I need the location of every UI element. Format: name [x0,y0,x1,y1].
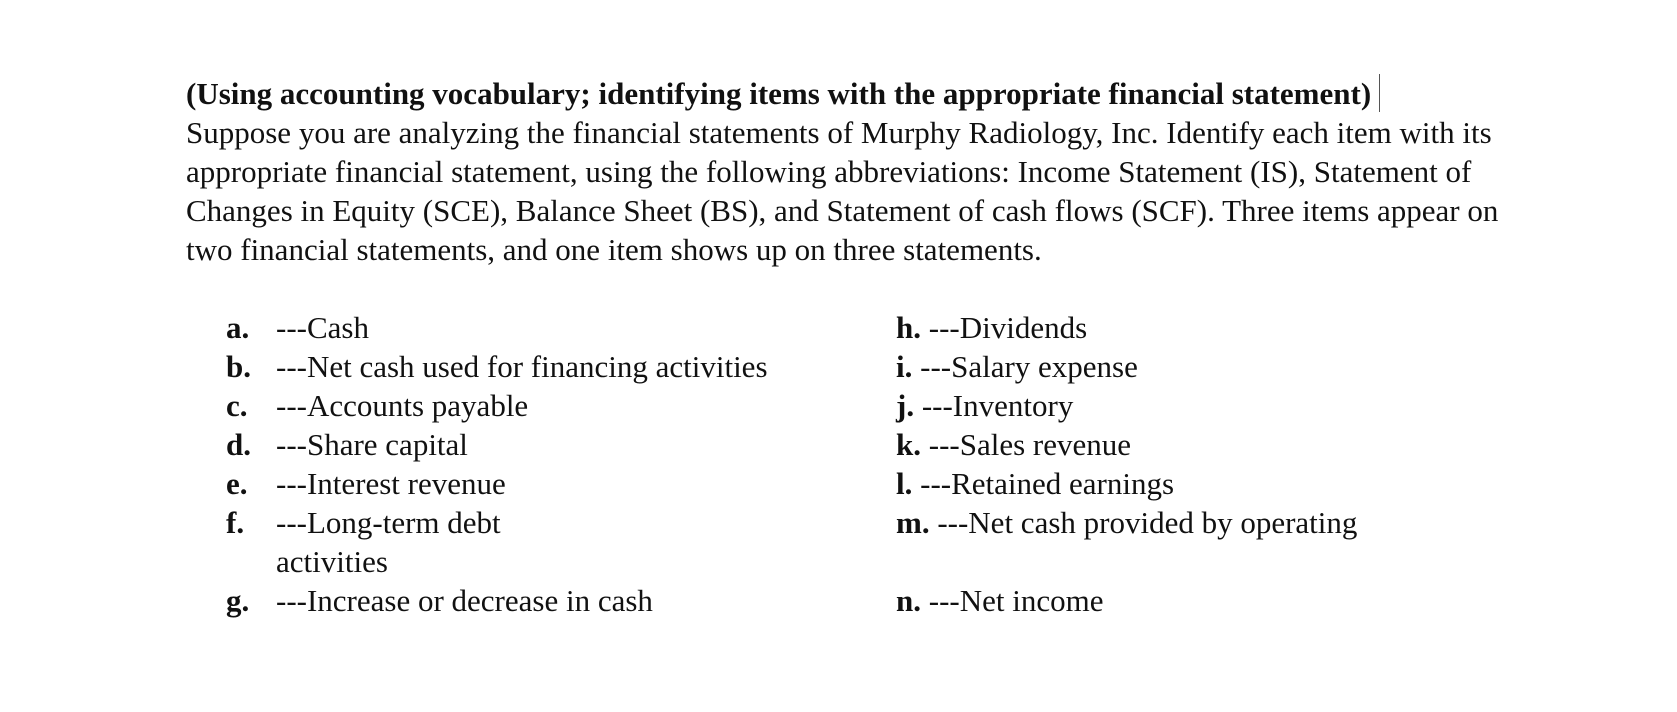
text-cursor [1379,74,1380,112]
item-letter: a. [226,310,250,345]
item-letter: j. [896,388,915,423]
item-text: ---Net cash provided by operating [937,505,1358,540]
item-letter: b. [226,349,251,384]
list-item [896,503,1357,542]
list-item [896,581,1103,620]
item-letter: e. [226,466,248,501]
item-letter: k. [896,427,921,462]
list-item [896,347,1138,386]
item-text: ---Net cash used for financing activities [276,349,768,384]
item-letter: f. [226,505,245,540]
item-letter: i. [896,349,913,384]
list-item [896,308,1087,347]
item-text: ---Increase or decrease in cash [276,583,653,618]
item-text-continuation: activities [276,544,388,579]
item-text: ---Cash [276,310,369,345]
item-text: ---Net income [928,583,1104,618]
item-letter: n. [896,583,921,618]
item-text: ---Accounts payable [276,388,529,423]
item-letter: h. [896,310,921,345]
heading-text: (Using accounting vocabulary; identifying items with the appropriate financial statement) [186,76,1372,111]
list-item [896,386,1073,425]
item-text: ---Salary expense [920,349,1138,384]
instructions-paragraph: Suppose you are analyzing the financial statements of Murphy Radiology, Inc. Identify each item with its appropriate financial statement, using the following abbreviations: Income Statement (IS), Statement of Changes in Equity (SCE), Balance Sheet (BS), and Statement of cash flows (SCF). Three items appear on two financial statements, and one item shows up on three statements. [186,115,1499,267]
item-letter: g. [226,583,250,618]
item-letter: d. [226,427,251,462]
item-text: ---Sales revenue [928,427,1132,462]
item-text: ---Share capital [276,427,468,462]
list-item [896,425,1131,464]
document-body [186,74,1526,269]
item-letter: c. [226,388,248,423]
item-text: ---Interest revenue [276,466,506,501]
list-item [896,464,1174,503]
item-letter: l. [896,466,913,501]
item-text: ---Retained earnings [920,466,1175,501]
item-text: ---Long-term debt [276,505,501,540]
exercise-heading [186,74,1526,113]
item-text: ---Dividends [928,310,1088,345]
item-text: ---Inventory [921,388,1074,423]
item-letter: m. [896,505,930,540]
